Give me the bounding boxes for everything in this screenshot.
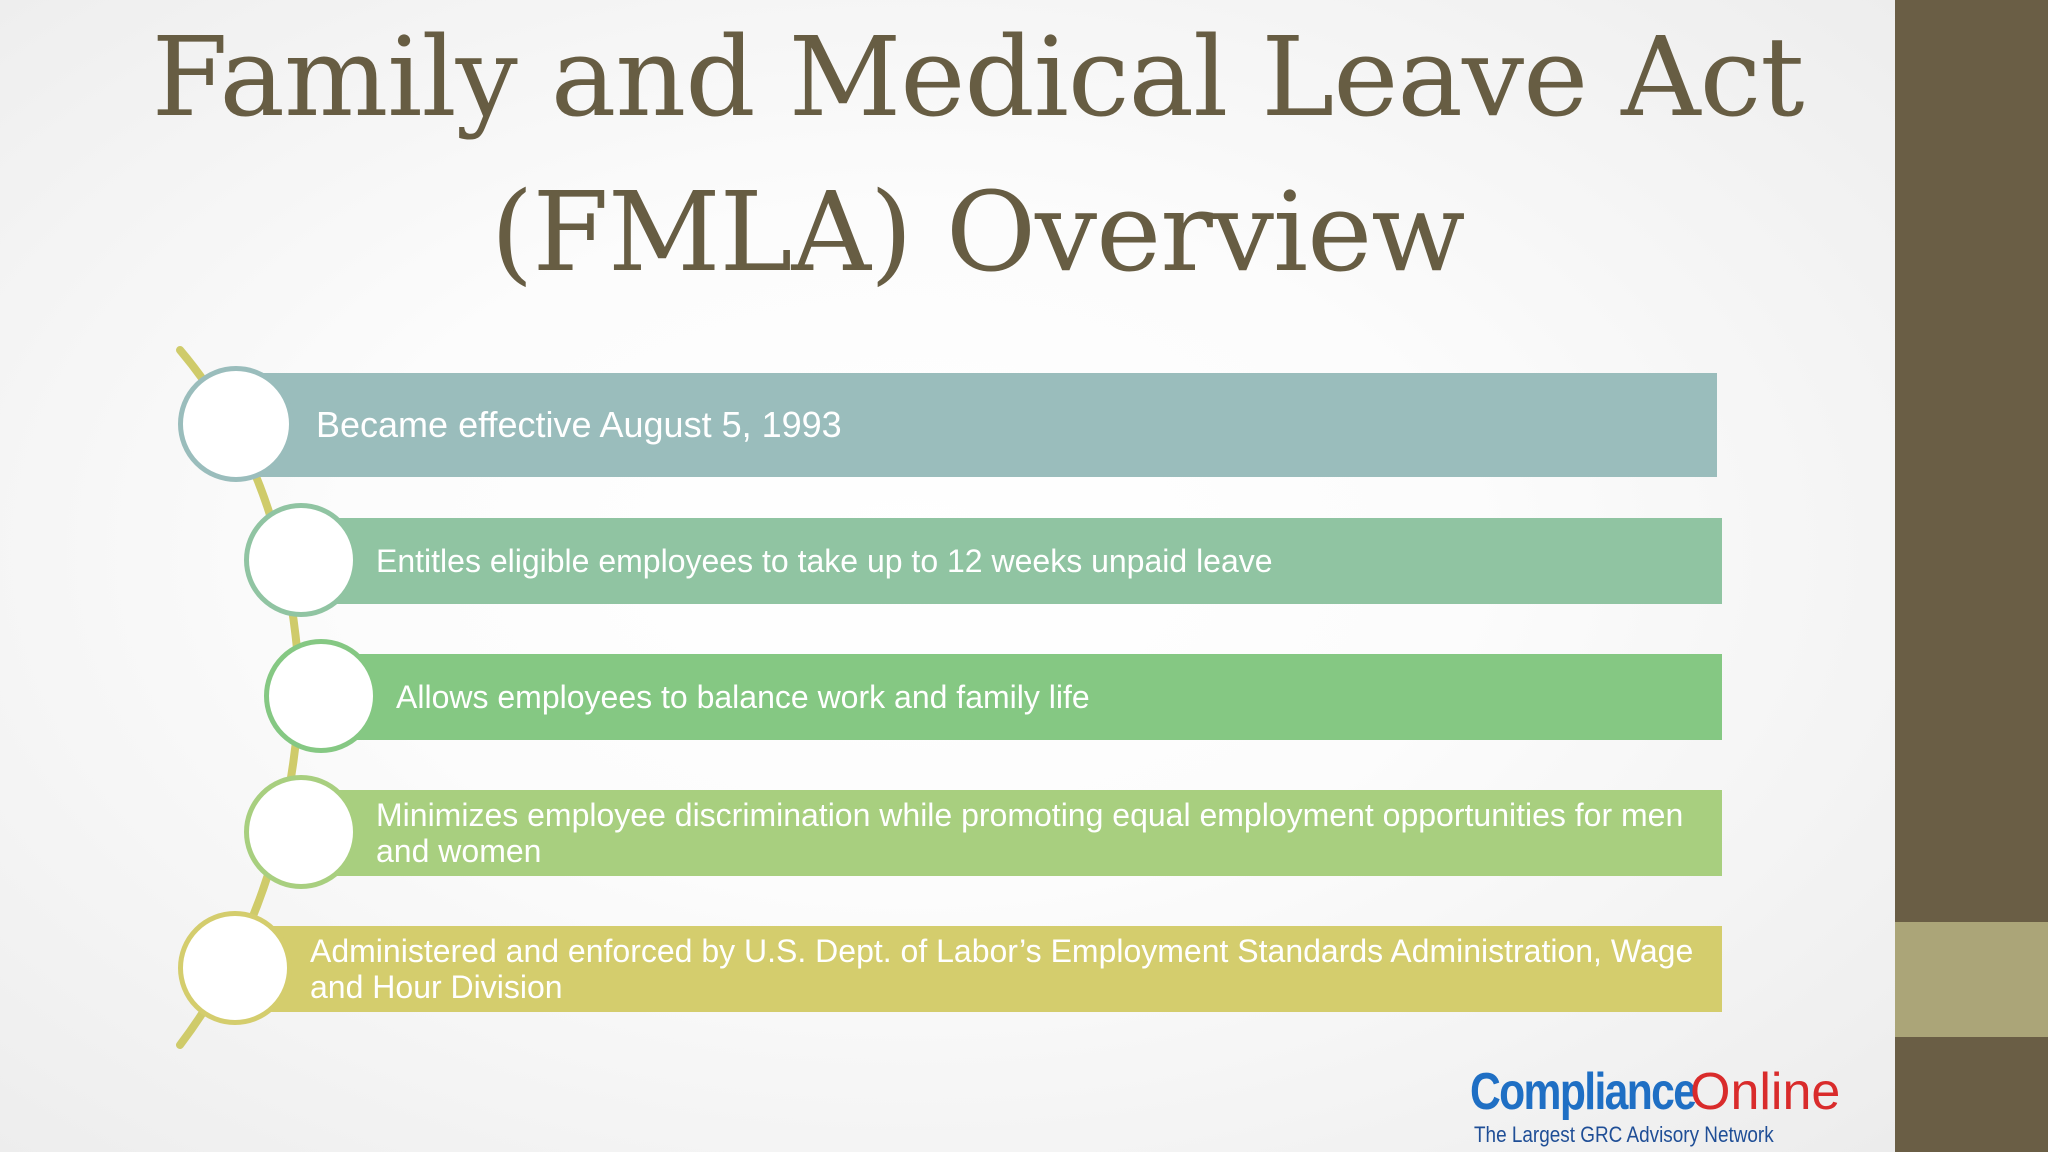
logo-brand-part2: Online <box>1690 1063 1841 1121</box>
list-item-unpaid-leave <box>320 518 1722 604</box>
logo-brand-part1: Compliance <box>1470 1063 1696 1121</box>
logo-tagline: The Largest GRC Advisory Network <box>1474 1122 1774 1147</box>
side-decor-accent <box>1895 922 2048 1037</box>
list-item-text: Administered and enforced by U.S. Dept. of Labor’s Employment Standards Administration, Wage and Hour Division <box>310 933 1694 1005</box>
complianceonline-logo <box>1470 1062 1890 1152</box>
timeline-node-circle <box>264 639 378 753</box>
list-item-text: Allows employees to balance work and family life <box>396 678 1090 715</box>
slide-title-line1: Family and Medical Leave Act <box>151 13 1804 141</box>
list-item-effective-date <box>260 373 1717 477</box>
logo-brand <box>1470 1062 1841 1122</box>
list-item-work-family-balance <box>340 654 1722 740</box>
timeline-node-circle <box>244 775 358 889</box>
timeline-node-circle <box>178 911 292 1025</box>
list-item-text: Entitles eligible employees to take up to 12 weeks unpaid leave <box>376 542 1273 579</box>
list-item-discrimination <box>320 790 1722 876</box>
list-item-administration <box>260 926 1722 1012</box>
timeline-node-circle <box>244 503 358 617</box>
list-item-text: Became effective August 5, 1993 <box>316 404 842 445</box>
slide-title-line2: (FMLA) Overview <box>490 168 1465 296</box>
slide-title <box>0 0 1955 310</box>
list-item-text: Minimizes employee discrimination while promoting equal employment opportunities for men and women <box>376 797 1684 869</box>
timeline-node-circle <box>178 366 294 482</box>
